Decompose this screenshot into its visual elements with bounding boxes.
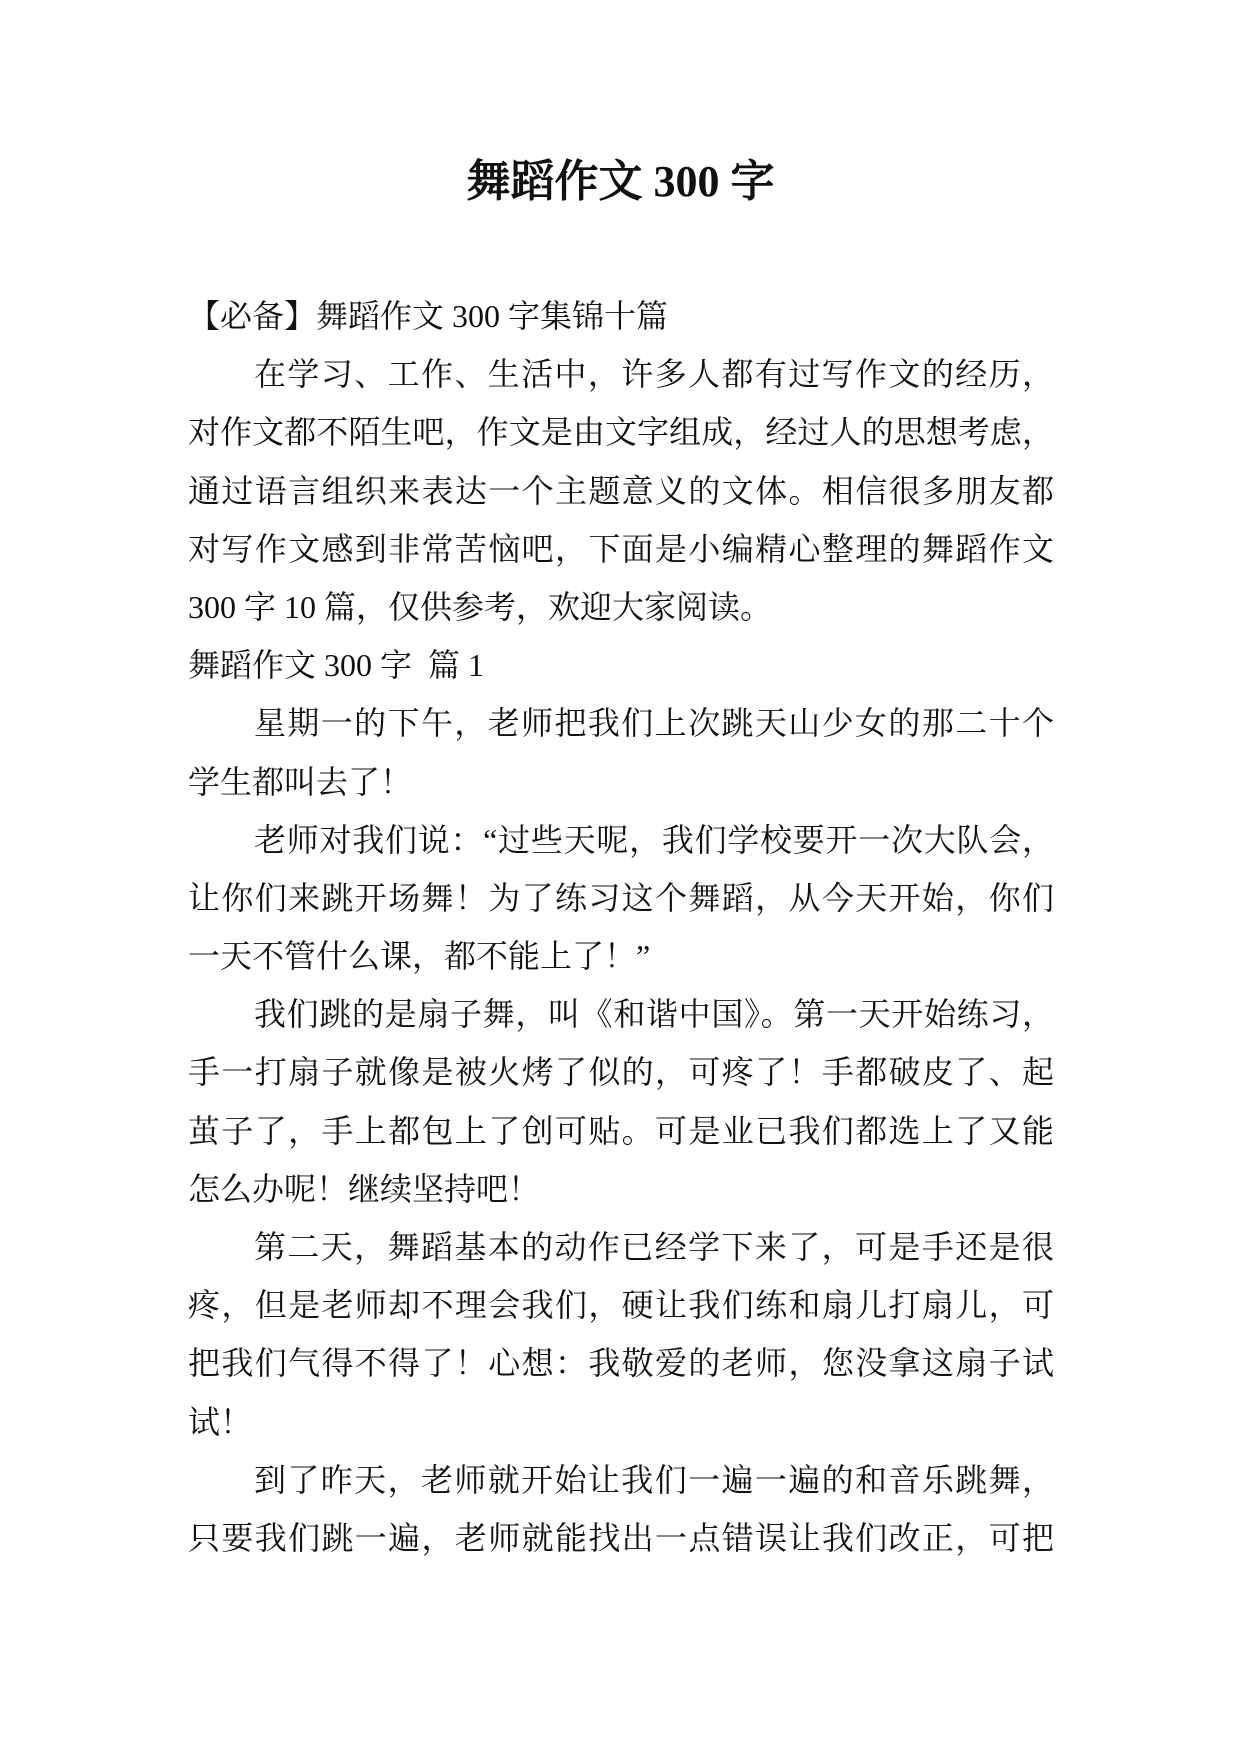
text-line: 300 字 10 篇，仅供参考，欢迎大家阅读。 — [188, 588, 773, 625]
intro-paragraph — [188, 345, 1054, 636]
text-line: 第二天，舞蹈基本的动作已经学下来了，可是手还是很 — [254, 1229, 1054, 1265]
text-line: 茧子了，手上都包上了创可贴。可是业已我们都选上了又能 — [188, 1112, 1054, 1149]
text-line: 一天不管什么课，都不能上了！” — [188, 938, 651, 975]
text-line: 到了昨天，老师就开始让我们一遍一遍的和音乐跳舞， — [254, 1461, 1054, 1498]
text-line: 通过语言组织来表达一个主题意义的文体。相信很多朋友都 — [188, 472, 1054, 509]
body-paragraph — [188, 985, 1054, 1218]
text-line: 对作文都不陌生吧，作文是由文字组成，经过人的思想考虑， — [188, 414, 1054, 451]
body-paragraph — [188, 811, 1054, 986]
document-body — [188, 287, 1054, 1567]
text-line: 我们跳的是扇子舞，叫《和谐中国》。第一天开始练习， — [254, 996, 1054, 1033]
text-line: 让你们来跳开场舞！为了练习这个舞蹈，从今天开始，你们 — [188, 879, 1054, 916]
body-paragraph — [188, 1218, 1054, 1451]
text-line: 学生都叫去了！ — [188, 763, 413, 800]
text-line: 试！ — [188, 1403, 253, 1440]
document-title: 舞蹈作文 300 字 — [466, 157, 775, 206]
section-heading: 舞蹈作文 300 字 篇 1 — [188, 647, 485, 684]
collection-heading: 【必备】舞蹈作文 300 字集锦十篇 — [188, 298, 669, 334]
body-paragraph — [188, 1451, 1054, 1567]
text-line: 星期一的下午，老师把我们上次跳天山少女的那二十个 — [254, 705, 1054, 742]
text-line: 把我们气得不得了！心想：我敬爱的老师，您没拿这扇子试 — [188, 1345, 1054, 1382]
text-line: 对写作文感到非常苦恼吧，下面是小编精心整理的舞蹈作文 — [188, 530, 1054, 567]
text-line: 怎么办呢！继续坚持吧！ — [188, 1170, 541, 1207]
text-line: 手一打扇子就像是被火烤了似的，可疼了！手都破皮了、起 — [188, 1054, 1054, 1091]
text-line: 疼，但是老师却不理会我们，硬让我们练和扇儿打扇儿，可 — [188, 1287, 1054, 1324]
body-paragraph — [188, 694, 1054, 810]
text-line: 只要我们跳一遍，老师就能找出一点错误让我们改正，可把 — [188, 1519, 1054, 1556]
text-line: 老师对我们说：“过些天呢，我们学校要开一次大队会， — [254, 821, 1054, 858]
text-line: 在学习、工作、生活中，许多人都有过写作文的经历， — [254, 356, 1054, 393]
